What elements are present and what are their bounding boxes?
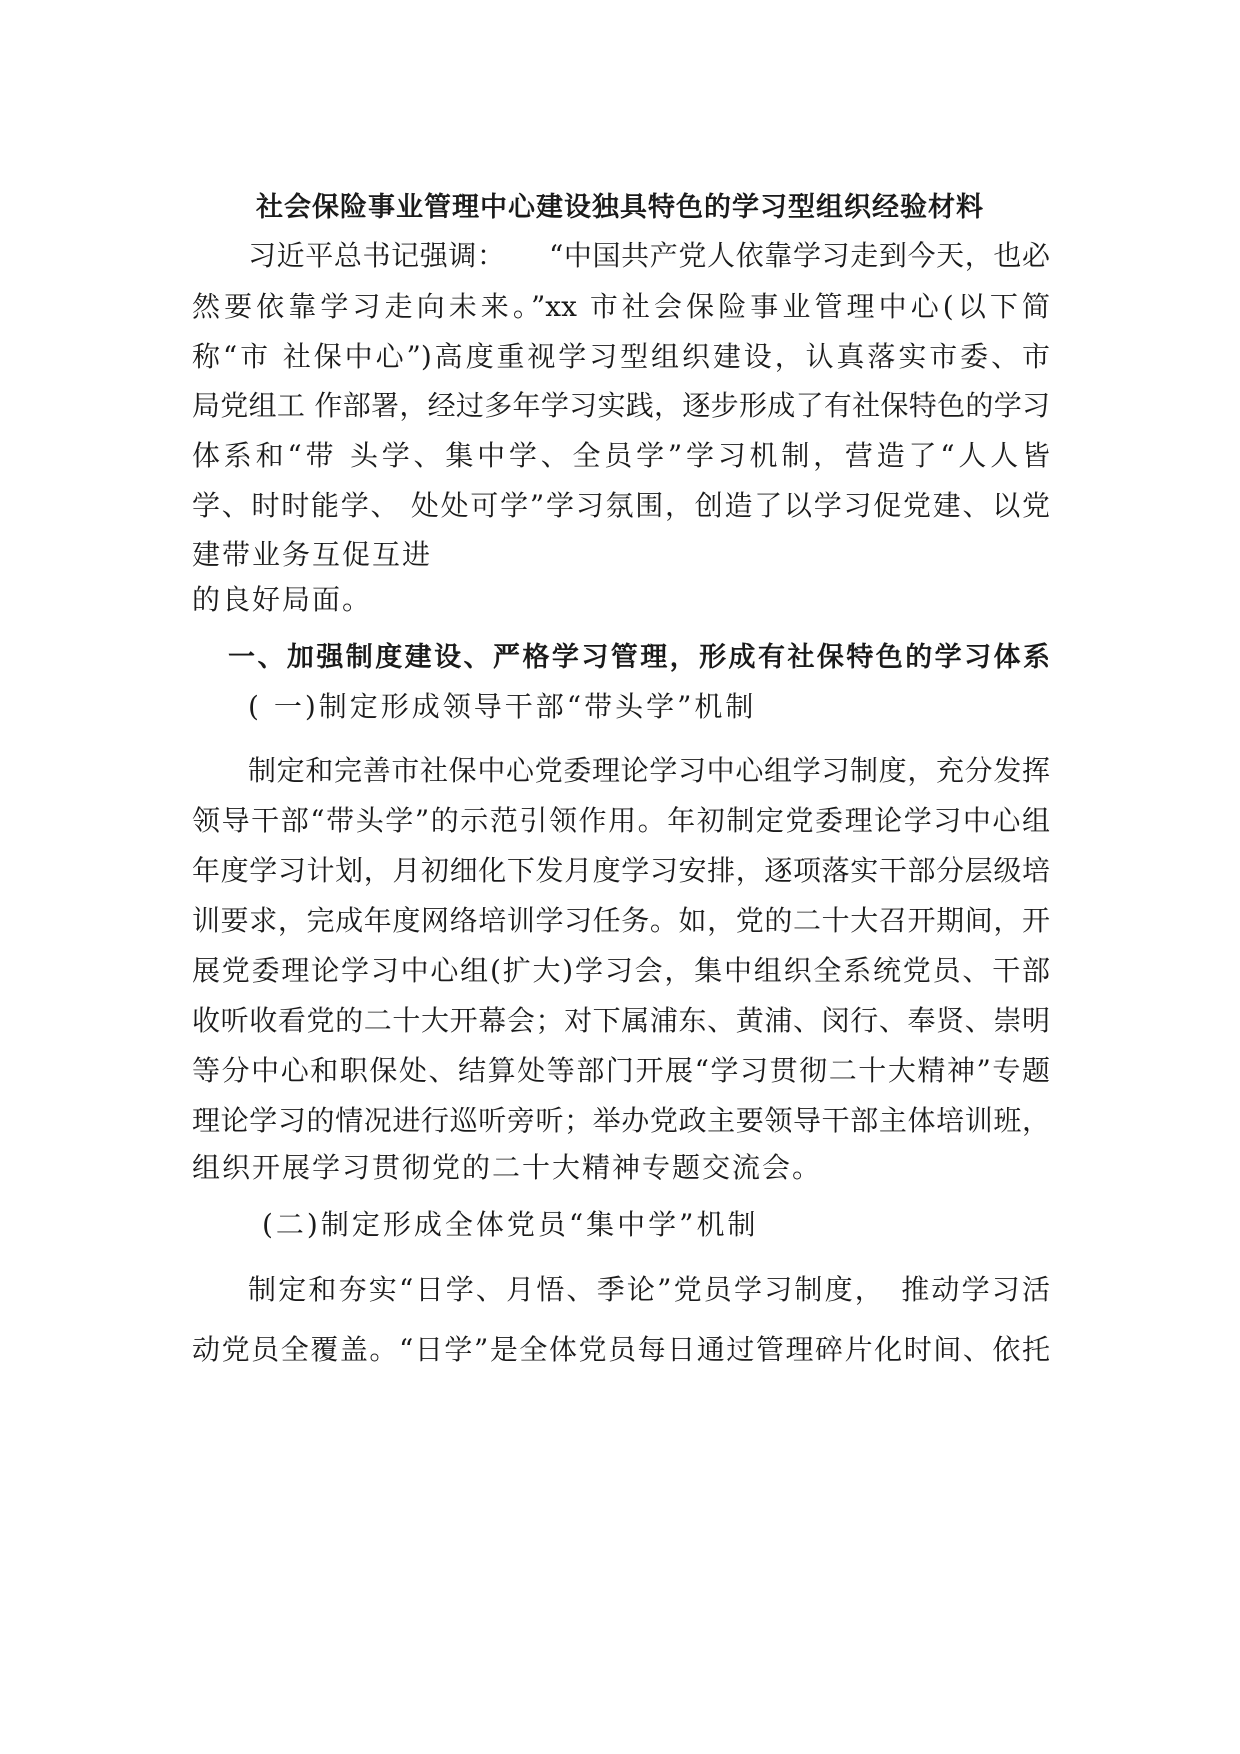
intro-line-5: 体系和“带 头学、集中学、全员学”学习机制，营造了“人人皆: [192, 439, 1050, 472]
sub2-line-2: 动党员全覆盖。“日学”是全体党员每日通过管理碎片化时间、依托: [192, 1333, 1050, 1366]
intro-line-1: 习近平总书记强调： “中国共产党人依靠学习走到今天，也必: [248, 239, 1050, 272]
sub1-line-7: 等分中心和职保处、结算处等部门开展“学习贯彻二十大精神”专题: [192, 1054, 1050, 1087]
sub1-line-6: 收听收看党的二十大开幕会；对下属浦东、黄浦、闵行、奉贤、崇明: [192, 1004, 1050, 1037]
intro-line-8: 的良好局面。: [192, 583, 373, 616]
sub1-line-4: 训要求，完成年度网络培训学习任务。如，党的二十大召开期间，开: [192, 904, 1050, 937]
sub1-line-2: 领导干部“带头学”的示范引领作用。年初制定党委理论学习中心组: [192, 804, 1050, 837]
section-heading-1: 一、加强制度建设、严格学习管理，形成有社保特色的学习体系: [228, 642, 1050, 673]
intro-line-3: 称“市 社保中心”)高度重视学习型组织建设，认真落实市委、市: [192, 340, 1050, 373]
sub1-line-9: 组织开展学习贯彻党的二十大精神专题交流会。: [192, 1151, 823, 1184]
sub1-line-8: 理论学习的情况进行巡听旁听；举办党政主要领导干部主体培训班，: [192, 1104, 1050, 1137]
intro-line-6: 学、时时能学、 处处可学”学习氛围，创造了以学习促党建、以党: [192, 489, 1050, 522]
sub1-line-5: 展党委理论学习中心组(扩大)学习会，集中组织全系统党员、干部: [192, 954, 1050, 987]
intro-line-7: 建带业务互促互进: [192, 538, 433, 571]
document-title: 社会保险事业管理中心建设独具特色的学习型组织经验材料: [256, 192, 984, 223]
intro-line-4: 局党组工 作部署，经过多年学习实践，逐步形成了有社保特色的学习: [192, 389, 1050, 422]
sub1-line-1: 制定和完善市社保中心党委理论学习中心组学习制度，充分发挥: [248, 754, 1050, 787]
sub1-line-3: 年度学习计划，月初细化下发月度学习安排，逐项落实干部分层级培: [192, 854, 1050, 887]
sub2-line-1: 制定和夯实“日学、月悟、季论”党员学习制度， 推动学习活: [248, 1273, 1050, 1306]
subsection-heading-1: ( 一)制定形成领导干部“带头学”机制: [248, 690, 757, 723]
intro-line-2: 然要依靠学习走向未来。”xx 市社会保险事业管理中心(以下简: [192, 290, 1050, 323]
subsection-heading-2: (二)制定形成全体党员“集中学”机制: [262, 1208, 759, 1241]
